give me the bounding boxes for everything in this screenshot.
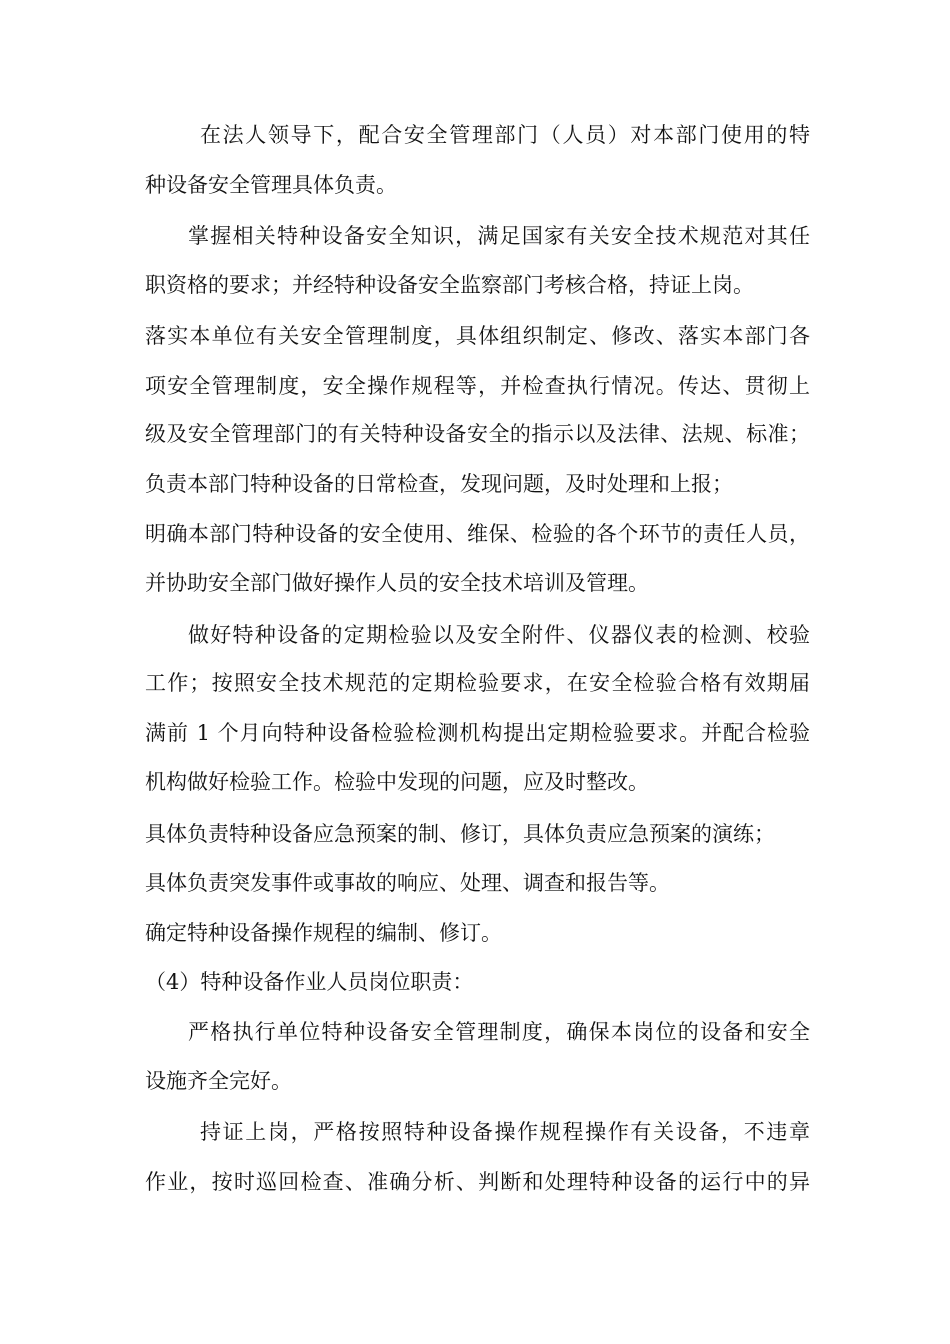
text-line: 具体负责突发事件或事故的响应、处理、调查和报告等。 (145, 871, 670, 895)
text-line: 职资格的要求；并经特种设备安全监察部门考核合格，持证上岗。 (145, 273, 754, 297)
text-line: 落实本单位有关安全管理制度，具体组织制定、修改、落实本部门各 (145, 324, 810, 348)
text-line: 级及安全管理部门的有关特种设备安全的指示以及法律、法规、标准； (145, 422, 810, 446)
text-line: 做好特种设备的定期检验以及安全附件、仪器仪表的检测、校验 (188, 623, 810, 647)
text-line: 确定特种设备操作规程的编制、修订。 (145, 921, 502, 945)
text-line: （4）特种设备作业人员岗位职责： (145, 970, 474, 994)
text-line: 设施齐全完好。 (145, 1069, 292, 1093)
text-line: 具体负责特种设备应急预案的制、修订，具体负责应急预案的演练； (145, 822, 775, 846)
text-line: 满前 1 个月向特种设备检验检测机构提出定期检验要求。并配合检验 (145, 721, 810, 745)
text-line: 种设备安全管理具体负责。 (145, 173, 397, 197)
text-line: 在法人领导下，配合安全管理部门（人员）对本部门使用的特 (200, 123, 810, 147)
text-line: 掌握相关特种设备安全知识，满足国家有关安全技术规范对其任 (188, 224, 810, 248)
text-line: 作业，按时巡回检查、准确分析、判断和处理特种设备的运行中的异 (145, 1170, 810, 1194)
text-line: 项安全管理制度，安全操作规程等，并检查执行情况。传达、贯彻上 (145, 374, 810, 398)
text-line: 工作；按照安全技术规范的定期检验要求，在安全检验合格有效期届 (145, 671, 810, 695)
text-line: 并协助安全部门做好操作人员的安全技术培训及管理。 (145, 571, 649, 595)
text-line: 严格执行单位特种设备安全管理制度，确保本岗位的设备和安全 (188, 1020, 810, 1044)
text-line: 负责本部门特种设备的日常检查，发现问题，及时处理和上报； (145, 472, 733, 496)
text-line: 机构做好检验工作。检验中发现的问题，应及时整改。 (145, 770, 649, 794)
text-line: 明确本部门特种设备的安全使用、维保、检验的各个环节的责任人员， (145, 522, 810, 546)
text-line: 持证上岗，严格按照特种设备操作规程操作有关设备，不违章 (200, 1120, 810, 1144)
